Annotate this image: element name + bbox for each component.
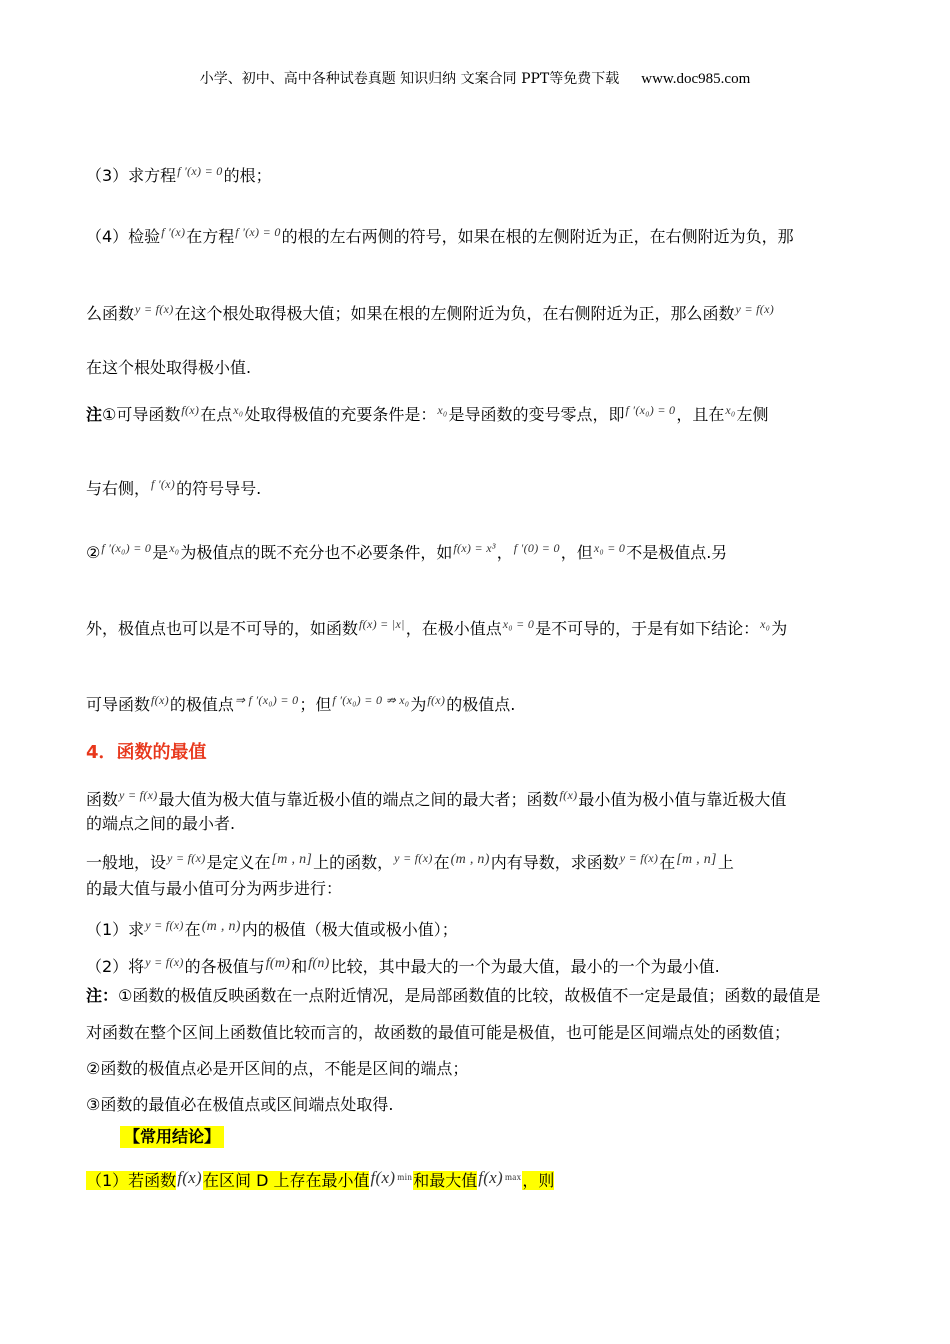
text: 为 [410,695,427,714]
text: ，在极小值点 [405,619,502,638]
text: 左侧 [736,405,769,424]
math-formula: x₀ [169,541,180,555]
text: ， [496,543,513,562]
math-formula: f ′(x) = 0 [235,225,281,239]
text: 上的函数， [313,853,394,872]
text: ②函数的极值点必是开区间的点，不能是区间的端点； [86,1059,469,1078]
text: 的端点之间的最小者. [86,814,236,833]
text: 么函数 [86,304,135,323]
math-formula: f(x) [370,1168,396,1187]
text: （1）若函数 [86,1171,177,1190]
text: ；但 [299,695,332,714]
note-line [86,985,820,1007]
text: 是 [152,543,169,562]
header-text: 小学、初中、高中各种试卷真题 知识归纳 文案合同 PPT等免费下载 [199,71,620,87]
line-step3 [86,160,272,187]
note-line [86,1058,468,1080]
math-formula: f ′(x₀) = 0 [625,403,676,417]
text: ③函数的最值必在极值点或区间端点处取得. [86,1095,394,1114]
text: （2）将 [86,957,145,976]
math-formula: [m , n] [271,852,313,867]
math-formula: f(n) [308,956,330,971]
math-formula: y = f(x) [145,955,184,969]
line-note1-cont [86,473,261,500]
text: （4）检验 [86,227,161,246]
math-formula: f ′(0) = 0 [513,541,560,555]
math-formula: f(x) = |x| [359,617,405,631]
text: ，则 [522,1171,555,1190]
text: 内有导数，求函数 [490,853,619,872]
math-formula: x₀ [760,617,771,631]
text: 在区间 D 上存在最小值 [202,1171,370,1190]
text: 的最大值与最小值可分为两步进行： [86,879,343,898]
math-formula: f ′(x) [151,477,176,491]
text: 是不可导的，于是有如下结论： [535,619,760,638]
text: 在 [433,853,450,872]
math-formula: f(x) [151,693,169,707]
math-formula: f(x) [478,1168,503,1187]
note-label: 注 [86,405,103,424]
text: 可导函数 [86,695,151,714]
text: 在 [659,853,676,872]
math-formula: f(x) = x³ [453,541,496,555]
text: 在方程 [186,227,235,246]
line-note2 [86,537,727,564]
text: ② [86,543,101,562]
text: 不是极值点.另 [626,543,728,562]
text: 的极值点 [169,695,234,714]
math-formula: y = f(x) [167,851,206,865]
text: ①函数的极值反映函数在一点附近情况，是局部函数值的比较，故极值不一定是最值；函数的最值是 [118,986,821,1005]
text: 的根的左右两侧的符号，如果在根的左侧附近为正，在右侧附近为负，那 [281,227,794,246]
section-heading: 4．函数的最值 [86,742,207,763]
math-formula: f(x) [177,1168,202,1187]
line-step4-end [86,357,251,379]
text: （3）求方程 [86,166,177,185]
math-formula: x₀ [437,403,448,417]
text: ①可导函数 [102,405,181,424]
math-formula: f ′(x) = 0 [177,164,223,178]
text: ，且在 [676,405,725,424]
math-formula: y = f(x) [119,788,158,802]
para-line [86,878,342,900]
common-conclusion-tag: 【常用结论】 [120,1126,224,1148]
para-line [86,847,734,874]
text: 在这个根处取得极小值. [86,358,252,377]
text: 在 [184,920,201,939]
text: 的符号导号. [176,479,262,498]
math-formula: x₀ = 0 [593,541,626,555]
text: （1）求 [86,920,145,939]
math-formula: f ′(x₀) = 0 ⇏ x₀ [332,693,410,707]
text: 和最大值 [413,1171,478,1190]
math-formula: ⇒ f ′(x₀) = 0 [234,693,299,707]
text: 外，极值点也可以是不可导的，如函数 [86,619,359,638]
math-formula: [m , n] [676,852,717,867]
note-line [86,1022,790,1044]
para-line [86,813,235,835]
math-formula: f(x) [181,403,200,417]
text: 的极值点. [446,695,516,714]
math-formula: y = f(x) [145,918,184,932]
text: 最小值为极小值与靠近极大值 [578,790,787,809]
text: 是定义在 [206,853,271,872]
text: 最大值为极大值与靠近极小值的端点之间的最大者；函数 [158,790,559,809]
page-header [0,68,950,88]
text: 是导函数的变号零点，即 [448,405,625,424]
math-formula: y = f(x) [135,302,174,316]
note-label: 注： [86,986,119,1005]
math-subscript: min [397,1172,413,1182]
math-formula: f ′(x₀) = 0 [101,541,152,555]
text: 对函数在整个区间上函数值比较而言的，故函数的最值可能是极值，也可能是区间端点处的函数值； [86,1023,791,1042]
para-line [86,784,786,811]
text: 函数 [86,790,119,809]
text: 的各极值与 [184,957,265,976]
math-formula: x₀ [233,403,244,417]
line-step4 [86,221,794,248]
math-formula: (m , n) [201,919,241,934]
text: 为极值点的既不充分也不必要条件，如 [180,543,453,562]
text: 与右侧， [86,479,151,498]
note-line [86,1094,393,1116]
math-formula: f(x) [559,788,578,802]
text: 的根； [223,166,272,185]
math-formula: f(m) [265,956,291,971]
text: 在这个根处取得极大值；如果在根的左侧附近为负，在右侧附近为正，那么函数 [174,304,735,323]
text: 上 [717,853,734,872]
math-formula: y = f(x) [735,302,774,316]
math-formula: x₀ [725,403,736,417]
line-note1 [86,399,769,426]
step-line [86,951,720,978]
text: 处取得极值的充要条件是： [244,405,437,424]
text: 为 [771,619,788,638]
line-conclusion [86,689,515,716]
text: 内的极值（极大值或极小值）； [241,920,458,939]
math-formula: f(x) [427,693,446,707]
math-formula: y = f(x) [619,851,659,865]
step-line [86,914,458,941]
text: ，但 [560,543,593,562]
line-note2-cont [86,613,787,640]
math-formula: y = f(x) [394,851,433,865]
text: 在点 [200,405,233,424]
header-url[interactable]: www.doc985.com [641,71,751,87]
math-formula: (m , n) [450,852,490,867]
highlight-line [86,1166,554,1192]
math-subscript: max [505,1172,522,1182]
line-step4-cont [86,298,775,325]
text: 和 [291,957,308,976]
text: 一般地，设 [86,853,167,872]
math-formula: x₀ = 0 [502,617,535,631]
text: 比较，其中最大的一个为最大值，最小的一个为最小值. [330,957,720,976]
math-formula: f ′(x) [161,225,186,239]
